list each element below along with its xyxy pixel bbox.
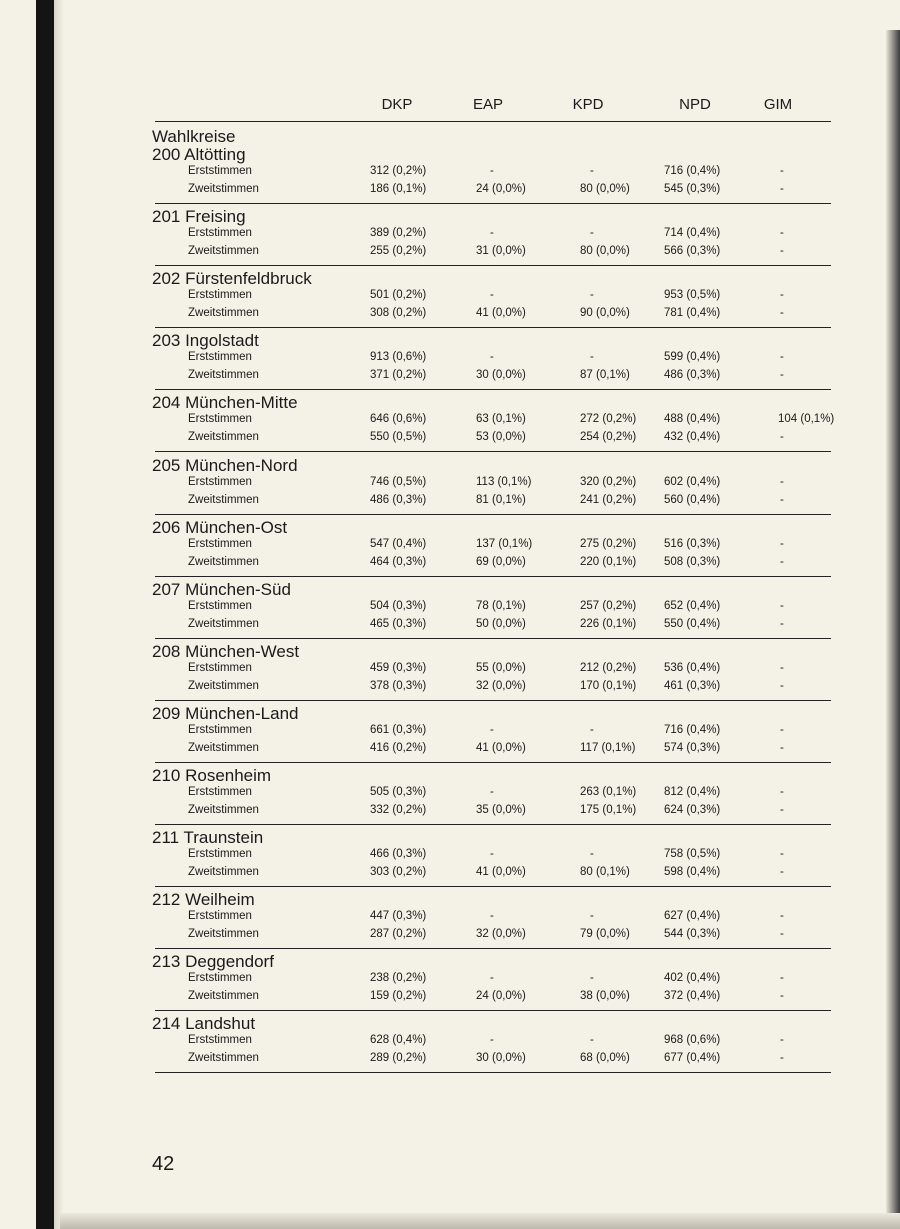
district-block — [0, 952, 900, 1014]
row-label-erst: Erststimmen — [188, 351, 252, 364]
row-label-erst: Erststimmen — [188, 475, 252, 488]
district-block — [0, 580, 900, 642]
cell-npd-zweit: 550 (0,4%) — [664, 617, 721, 630]
cell-gim-zweit: - — [780, 307, 784, 320]
cell-npd-erst: 758 (0,5%) — [664, 848, 721, 861]
cell-kpd-zweit: 226 (0,1%) — [580, 617, 637, 630]
row-label-zweit: Zweitstimmen — [188, 369, 259, 382]
cell-dkp-erst: 312 (0,2%) — [370, 165, 427, 177]
district-rule — [155, 948, 831, 949]
column-header-dkp: DKP — [381, 96, 413, 113]
cell-kpd-erst: - — [590, 1034, 594, 1047]
cell-eap-erst: - — [490, 227, 494, 240]
district-name: 211 Traunstein — [152, 828, 264, 848]
row-label-zweit: Zweitstimmen — [188, 990, 259, 1003]
cell-npd-zweit: 566 (0,3%) — [664, 245, 721, 258]
district-rule — [155, 327, 831, 328]
cell-eap-erst: 78 (0,1%) — [476, 599, 526, 612]
cell-kpd-erst: - — [590, 972, 594, 985]
district-name: 207 München-Süd — [152, 579, 291, 599]
cell-npd-erst: 536 (0,4%) — [664, 661, 721, 674]
cell-dkp-zweit: 289 (0,2%) — [370, 1052, 427, 1065]
cell-eap-erst: - — [490, 289, 494, 302]
district-rule — [155, 886, 831, 887]
cell-dkp-zweit: 287 (0,2%) — [370, 928, 427, 941]
district-rule — [155, 576, 831, 577]
cell-eap-zweit: 53 (0,0%) — [476, 431, 526, 444]
cell-npd-zweit: 486 (0,3%) — [664, 369, 721, 382]
cell-gim-erst: - — [780, 723, 784, 736]
district-rule — [155, 1010, 831, 1011]
cell-npd-erst: 516 (0,3%) — [664, 537, 721, 550]
cell-dkp-zweit: 550 (0,5%) — [370, 431, 427, 444]
cell-dkp-erst: 466 (0,3%) — [370, 848, 427, 861]
cell-gim-erst: - — [780, 351, 784, 364]
cell-kpd-erst: - — [590, 227, 594, 240]
district-block — [0, 704, 900, 766]
district-rule — [155, 824, 831, 825]
cell-gim-zweit: - — [780, 617, 784, 630]
cell-eap-zweit: 30 (0,0%) — [476, 1052, 526, 1065]
district-name: 202 Fürstenfeldbruck — [152, 269, 312, 289]
row-label-erst: Erststimmen — [188, 972, 252, 985]
district-rule — [155, 389, 831, 390]
cell-gim-zweit: - — [780, 493, 784, 506]
cell-eap-zweit: 50 (0,0%) — [476, 617, 526, 630]
cell-npd-zweit: 598 (0,4%) — [664, 866, 721, 879]
district-block — [0, 145, 900, 207]
cell-gim-zweit: - — [780, 679, 784, 692]
cell-dkp-zweit: 255 (0,2%) — [370, 245, 427, 258]
row-label-erst: Erststimmen — [188, 289, 252, 302]
cell-dkp-erst: 661 (0,3%) — [370, 723, 427, 736]
cell-dkp-zweit: 465 (0,3%) — [370, 617, 427, 630]
cell-kpd-erst: 272 (0,2%) — [580, 413, 637, 426]
row-label-erst: Erststimmen — [188, 537, 252, 550]
district-name: 212 Weilheim — [152, 890, 255, 910]
district-name: 201 Freising — [152, 207, 246, 227]
district-rule — [155, 638, 831, 639]
cell-dkp-zweit: 332 (0,2%) — [370, 804, 427, 816]
row-label-erst: Erststimmen — [188, 413, 252, 426]
cell-kpd-erst: - — [590, 289, 594, 302]
cell-npd-erst: 968 (0,6%) — [664, 1034, 721, 1047]
cell-kpd-zweit: 68 (0,0%) — [580, 1052, 630, 1065]
cell-eap-zweit: 35 (0,0%) — [476, 804, 526, 816]
table-header — [0, 96, 900, 120]
cell-kpd-erst: - — [590, 848, 594, 861]
district-name: 205 München-Nord — [152, 455, 298, 475]
district-block — [0, 456, 900, 518]
row-label-zweit: Zweitstimmen — [188, 679, 259, 692]
cell-kpd-erst: 257 (0,2%) — [580, 599, 637, 612]
cell-gim-erst: - — [780, 227, 784, 240]
cell-dkp-erst: 547 (0,4%) — [370, 537, 427, 550]
cell-gim-erst: - — [780, 475, 784, 488]
cell-eap-zweit: 41 (0,0%) — [476, 741, 526, 754]
district-rule — [155, 700, 831, 701]
cell-eap-zweit: 41 (0,0%) — [476, 307, 526, 320]
cell-eap-zweit: 31 (0,0%) — [476, 245, 526, 258]
cell-npd-zweit: 624 (0,3%) — [664, 804, 721, 816]
cell-npd-erst: 812 (0,4%) — [664, 786, 721, 798]
cell-eap-zweit: 30 (0,0%) — [476, 369, 526, 382]
district-block — [0, 766, 900, 828]
cell-npd-zweit: 677 (0,4%) — [664, 1052, 721, 1065]
cell-eap-erst: 63 (0,1%) — [476, 413, 526, 426]
cell-gim-zweit: - — [780, 245, 784, 258]
cell-gim-erst: - — [780, 786, 784, 798]
cell-kpd-erst: - — [590, 910, 594, 923]
cell-npd-erst: 599 (0,4%) — [664, 351, 721, 364]
district-block — [0, 1014, 900, 1076]
cell-kpd-zweit: 87 (0,1%) — [580, 369, 630, 382]
cell-dkp-zweit: 378 (0,3%) — [370, 679, 427, 692]
cell-eap-erst: 113 (0,1%) — [476, 475, 532, 488]
cell-kpd-zweit: 80 (0,0%) — [580, 183, 630, 195]
district-name: 200 Altötting — [152, 145, 246, 164]
cell-gim-zweit: - — [780, 928, 784, 941]
cell-gim-erst: - — [780, 1034, 784, 1047]
cell-kpd-zweit: 254 (0,2%) — [580, 431, 637, 444]
cell-kpd-zweit: 175 (0,1%) — [580, 804, 637, 816]
row-label-erst: Erststimmen — [188, 786, 252, 798]
cell-npd-zweit: 372 (0,4%) — [664, 990, 721, 1003]
cell-eap-erst: - — [490, 910, 494, 923]
row-label-zweit: Zweitstimmen — [188, 245, 259, 258]
row-label-erst: Erststimmen — [188, 1034, 252, 1047]
cell-eap-zweit: 32 (0,0%) — [476, 679, 526, 692]
cell-npd-erst: 716 (0,4%) — [664, 723, 721, 736]
cell-gim-erst: - — [780, 537, 784, 550]
district-name: 209 München-Land — [152, 703, 299, 723]
cell-dkp-zweit: 159 (0,2%) — [370, 990, 427, 1003]
district-rule — [155, 203, 831, 204]
district-name: 206 München-Ost — [152, 517, 288, 537]
column-header-npd: NPD — [679, 96, 711, 113]
district-block — [0, 518, 900, 580]
cell-kpd-zweit: 117 (0,1%) — [580, 741, 636, 754]
cell-eap-erst: - — [490, 351, 494, 364]
cell-dkp-erst: 238 (0,2%) — [370, 972, 427, 985]
cell-eap-erst: - — [490, 972, 494, 985]
cell-kpd-erst: - — [590, 351, 594, 364]
cell-dkp-zweit: 303 (0,2%) — [370, 866, 427, 879]
cell-dkp-zweit: 416 (0,2%) — [370, 741, 427, 754]
cell-dkp-erst: 389 (0,2%) — [370, 227, 427, 240]
cell-gim-erst: - — [780, 165, 784, 177]
cell-gim-erst: - — [780, 661, 784, 674]
cell-eap-erst: - — [490, 786, 494, 798]
district-rule — [155, 1072, 831, 1073]
cell-dkp-zweit: 186 (0,1%) — [370, 183, 427, 195]
cell-dkp-erst: 746 (0,5%) — [370, 475, 427, 488]
cell-eap-erst: 137 (0,1%) — [476, 537, 533, 550]
cell-dkp-zweit: 308 (0,2%) — [370, 307, 427, 320]
cell-dkp-erst: 459 (0,3%) — [370, 661, 427, 674]
district-rule — [155, 514, 831, 515]
cell-npd-zweit: 574 (0,3%) — [664, 741, 721, 754]
row-label-erst: Erststimmen — [188, 910, 252, 923]
cell-gim-erst: - — [780, 972, 784, 985]
cell-gim-zweit: - — [780, 990, 784, 1003]
cell-gim-zweit: - — [780, 183, 784, 195]
row-label-erst: Erststimmen — [188, 165, 252, 177]
cell-gim-zweit: - — [780, 1052, 784, 1065]
cell-kpd-zweit: 80 (0,1%) — [580, 866, 630, 879]
cell-kpd-zweit: 90 (0,0%) — [580, 307, 630, 320]
column-header-gim: GIM — [763, 96, 793, 113]
column-header-kpd: KPD — [572, 96, 604, 113]
cell-eap-erst: - — [490, 848, 494, 861]
cell-npd-erst: 714 (0,4%) — [664, 227, 721, 240]
header-rule — [155, 121, 831, 122]
district-name: 210 Rosenheim — [152, 766, 272, 785]
row-label-zweit: Zweitstimmen — [188, 928, 259, 941]
cell-npd-zweit: 461 (0,3%) — [664, 679, 721, 692]
cell-kpd-erst: 263 (0,1%) — [580, 786, 637, 798]
cell-kpd-zweit: 170 (0,1%) — [580, 679, 637, 692]
cell-eap-zweit: 24 (0,0%) — [476, 183, 526, 195]
cell-npd-erst: 953 (0,5%) — [664, 289, 721, 302]
row-label-zweit: Zweitstimmen — [188, 1052, 259, 1065]
row-label-erst: Erststimmen — [188, 599, 252, 612]
row-label-erst: Erststimmen — [188, 723, 252, 736]
row-label-zweit: Zweitstimmen — [188, 741, 259, 754]
district-block — [0, 828, 900, 890]
cell-dkp-erst: 501 (0,2%) — [370, 289, 427, 302]
row-label-zweit: Zweitstimmen — [188, 866, 259, 879]
cell-dkp-zweit: 486 (0,3%) — [370, 493, 427, 506]
cell-eap-zweit: 69 (0,0%) — [476, 555, 526, 568]
page-number: 42 — [152, 1153, 175, 1175]
cell-npd-zweit: 781 (0,4%) — [664, 307, 721, 320]
cell-gim-erst: - — [780, 910, 784, 923]
cell-kpd-erst: - — [590, 165, 594, 177]
cell-npd-zweit: 544 (0,3%) — [664, 928, 721, 941]
cell-npd-erst: 652 (0,4%) — [664, 599, 721, 612]
cell-npd-zweit: 560 (0,4%) — [664, 493, 721, 506]
cell-kpd-zweit: 38 (0,0%) — [580, 990, 630, 1003]
cell-npd-erst: 402 (0,4%) — [664, 972, 721, 985]
cell-kpd-erst: 320 (0,2%) — [580, 475, 637, 488]
cell-gim-zweit: - — [780, 741, 784, 754]
row-label-zweit: Zweitstimmen — [188, 183, 259, 195]
cell-dkp-erst: 504 (0,3%) — [370, 599, 427, 612]
row-label-zweit: Zweitstimmen — [188, 431, 259, 444]
cell-dkp-erst: 447 (0,3%) — [370, 910, 427, 923]
district-name: 208 München-West — [152, 641, 300, 661]
cell-eap-zweit: 41 (0,0%) — [476, 866, 526, 879]
cell-kpd-erst: - — [590, 723, 594, 736]
cell-dkp-erst: 646 (0,6%) — [370, 413, 427, 426]
column-header-eap: EAP — [472, 96, 503, 113]
cell-eap-zweit: 32 (0,0%) — [476, 928, 526, 941]
cell-eap-erst: - — [490, 165, 494, 177]
cell-dkp-erst: 628 (0,4%) — [370, 1034, 427, 1047]
row-label-erst: Erststimmen — [188, 848, 252, 861]
cell-npd-erst: 602 (0,4%) — [664, 475, 721, 488]
cell-dkp-zweit: 464 (0,3%) — [370, 555, 427, 568]
row-label-zweit: Zweitstimmen — [188, 307, 259, 320]
row-label-erst: Erststimmen — [188, 661, 252, 674]
cell-npd-erst: 488 (0,4%) — [664, 413, 721, 426]
row-label-erst: Erststimmen — [188, 227, 252, 240]
cell-kpd-zweit: 79 (0,0%) — [580, 928, 630, 941]
cell-gim-zweit: - — [780, 431, 784, 444]
cell-kpd-zweit: 220 (0,1%) — [580, 555, 637, 568]
cell-eap-erst: 55 (0,0%) — [476, 661, 526, 674]
cell-eap-erst: - — [490, 723, 494, 736]
district-block — [0, 207, 900, 269]
cell-gim-erst: - — [780, 848, 784, 861]
cell-npd-zweit: 508 (0,3%) — [664, 555, 721, 568]
district-rule — [155, 762, 831, 763]
cell-gim-zweit: - — [780, 866, 784, 879]
cell-kpd-zweit: 241 (0,2%) — [580, 493, 637, 506]
cell-npd-zweit: 432 (0,4%) — [664, 431, 721, 444]
section-label: Wahlkreise — [152, 127, 236, 146]
cell-npd-erst: 716 (0,4%) — [664, 165, 721, 177]
district-name: 204 München-Mitte — [152, 393, 298, 413]
cell-dkp-erst: 913 (0,6%) — [370, 351, 427, 364]
cell-gim-zweit: - — [780, 555, 784, 568]
cell-npd-zweit: 545 (0,3%) — [664, 183, 721, 195]
cell-kpd-erst: 275 (0,2%) — [580, 537, 637, 550]
cell-dkp-zweit: 371 (0,2%) — [370, 369, 427, 382]
district-block — [0, 890, 900, 952]
row-label-zweit: Zweitstimmen — [188, 555, 259, 568]
cell-npd-erst: 627 (0,4%) — [664, 910, 721, 923]
district-name: 213 Deggendorf — [152, 952, 274, 972]
district-block — [0, 393, 900, 455]
cell-gim-zweit: - — [780, 804, 784, 816]
row-label-zweit: Zweitstimmen — [188, 493, 259, 506]
cell-eap-zweit: 24 (0,0%) — [476, 990, 526, 1003]
page-bottom-shadow — [60, 1213, 900, 1229]
cell-gim-erst: - — [780, 289, 784, 302]
cell-kpd-erst: 212 (0,2%) — [580, 661, 637, 674]
district-block — [0, 331, 900, 393]
district-rule — [155, 265, 831, 266]
district-block — [0, 269, 900, 331]
cell-gim-zweit: - — [780, 369, 784, 382]
row-label-zweit: Zweitstimmen — [188, 617, 259, 630]
row-label-zweit: Zweitstimmen — [188, 804, 259, 816]
cell-gim-erst: - — [780, 599, 784, 612]
cell-eap-zweit: 81 (0,1%) — [476, 493, 526, 506]
cell-gim-erst: 104 (0,1%) — [778, 413, 835, 426]
cell-dkp-erst: 505 (0,3%) — [370, 786, 427, 798]
district-block — [0, 642, 900, 704]
cell-eap-erst: - — [490, 1034, 494, 1047]
district-name: 203 Ingolstadt — [152, 331, 259, 351]
district-name: 214 Landshut — [152, 1014, 256, 1034]
district-rule — [155, 451, 831, 452]
cell-kpd-zweit: 80 (0,0%) — [580, 245, 630, 258]
